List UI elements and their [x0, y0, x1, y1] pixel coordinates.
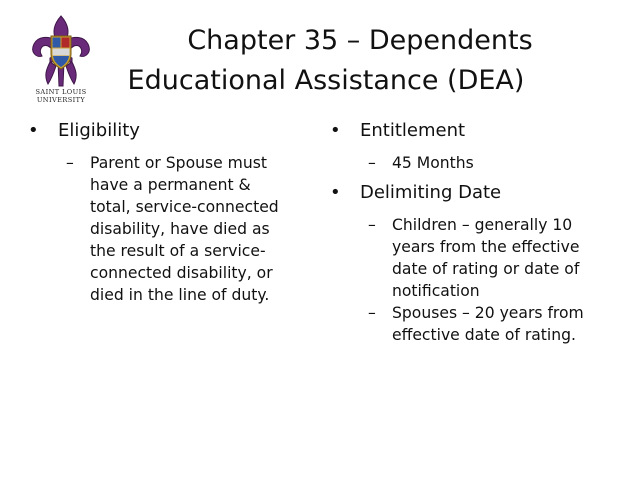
logo-name-line2: UNIVERSITY [36, 96, 86, 104]
eligibility-line: have a permanent & [90, 176, 251, 194]
dash-icon: – [66, 154, 74, 172]
eligibility-line: disability, have died as [90, 220, 270, 238]
bullet-dot-icon: • [330, 120, 341, 141]
bullet-entitlement-text: Entitlement [360, 120, 466, 141]
left-column [28, 118, 308, 306]
children-line: Children – generally 10 [392, 216, 573, 234]
dash-icon: – [368, 216, 376, 234]
children-line: notification [392, 282, 480, 300]
bullet-eligibility-text: Eligibility [58, 120, 140, 141]
bullet-entitlement [330, 118, 620, 144]
sub-bullet-entitlement [330, 152, 620, 174]
bullet-delimiting-date-text: Delimiting Date [360, 182, 502, 203]
sub-bullet-children [330, 214, 620, 302]
children-line: date of rating or date of [392, 260, 580, 278]
bullet-delimiting-date [330, 180, 620, 206]
spouses-line: Spouses – 20 years from [392, 304, 584, 322]
bullet-dot-icon: • [330, 182, 341, 203]
dash-icon: – [368, 304, 376, 322]
bullet-eligibility [28, 118, 308, 144]
eligibility-line: connected disability, or [90, 264, 273, 282]
dash-icon: – [368, 154, 376, 172]
logo-name-line1: SAINT LOUIS [35, 88, 87, 96]
right-column [330, 118, 620, 346]
spouses-line: effective date of rating. [392, 326, 576, 344]
children-line: years from the effective [392, 238, 580, 256]
sub-bullet-spouses [330, 302, 620, 346]
slide-title-line1: Chapter 35 – Dependents [187, 25, 533, 56]
eligibility-line: Parent or Spouse must [90, 154, 267, 172]
entitlement-value: 45 Months [392, 154, 474, 172]
bullet-dot-icon: • [28, 120, 39, 141]
eligibility-line: total, service-connected [90, 198, 279, 216]
eligibility-line: the result of a service- [90, 242, 266, 260]
sub-bullet-eligibility [28, 152, 308, 306]
eligibility-line: died in the line of duty. [90, 286, 270, 304]
slide-title-line2: Educational Assistance (DEA) [127, 65, 525, 96]
